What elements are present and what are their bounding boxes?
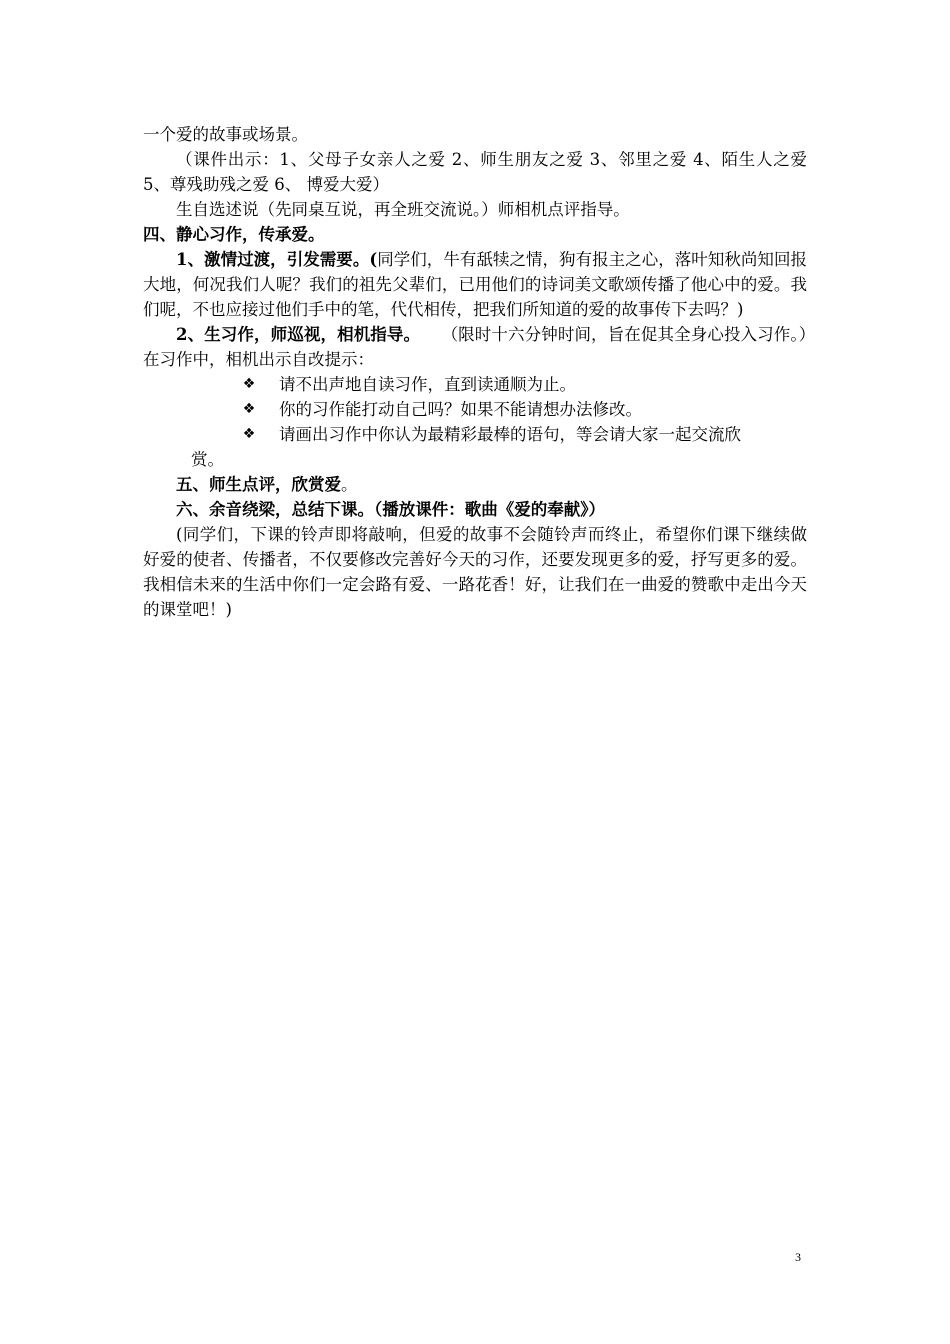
list-item-text: 请不出声地自读习作，直到读通顺为止。 (279, 375, 576, 394)
paragraph-step-2 (143, 322, 807, 372)
section-heading-5 (143, 472, 807, 497)
list-item-text: 请画出习作中你认为最精彩最棒的语句，等会请大家一起交流欣 (279, 425, 741, 444)
paragraph-story-intro: 一个爱的故事或场景。 (143, 125, 308, 144)
list-item (143, 372, 807, 397)
list-item (143, 397, 807, 422)
diamond-bullet-icon: ❖ (242, 376, 256, 392)
self-revision-tips-list (143, 372, 807, 472)
document-body (143, 122, 807, 622)
list-item-text: 你的习作能打动自己吗？如果不能请想办法修改。 (279, 400, 642, 419)
list-item (143, 422, 807, 472)
paragraph-courseware-list: （课件出示：1、父母子女亲人之爱 2、师生朋友之爱 3、邻里之爱 4、陌生人之爱 5、尊残助残之爱 6、 博爱大爱） (143, 150, 807, 194)
section-heading-5-punct: 。 (341, 475, 358, 494)
step-1-body: 同学们，牛有舐犊之情，狗有报主之心，落叶知秋尚知回报大地，何况我们人呢？我们的祖先父辈们，已用他们的诗词美文歌颂传播了他心中的爱。我们呢，不也应接过他们手中的笔，代代相传，把我们所知道的爱的故事传下去吗？) (143, 250, 807, 319)
paragraph-closing: (同学们，下课的铃声即将敲响，但爱的故事不会随铃声而终止，希望你们课下继续做好爱的使者、传播者，不仅要修改完善好今天的习作，还要发现更多的爱，抒写更多的爱。我相信未来的生活中你们一定会路有爱、一路花香！好，让我们在一曲爱的赞歌中走出今天的课堂吧！) (143, 525, 807, 619)
section-heading-5-text: 五、师生点评，欣赏爱 (176, 475, 341, 494)
section-heading-4: 四、静心习作，传承爱。 (143, 225, 325, 244)
step-2-heading: 2、生习作，师巡视，相机指导。 (176, 325, 421, 344)
diamond-bullet-icon: ❖ (242, 401, 256, 417)
page-number: 3 (795, 1250, 801, 1264)
paragraph-student-narration: 生自选述说（先同桌互说，再全班交流说。）师相机点评指导。 (176, 200, 630, 219)
step-1-heading: 1、激情过渡，引发需要。( (176, 250, 378, 269)
list-item-continuation: 赏。 (191, 450, 224, 469)
paragraph-step-1 (143, 247, 807, 322)
step-2-spacer (420, 325, 441, 344)
diamond-bullet-icon: ❖ (242, 426, 256, 442)
step-2-body: （限时十六分钟时间，旨在促其全身心投入习作。）在习作中，相机出示自改提示： (143, 325, 807, 369)
section-heading-6: 六、余音绕梁，总结下课。（播放课件：歌曲《爱的奉献》） (176, 500, 605, 519)
